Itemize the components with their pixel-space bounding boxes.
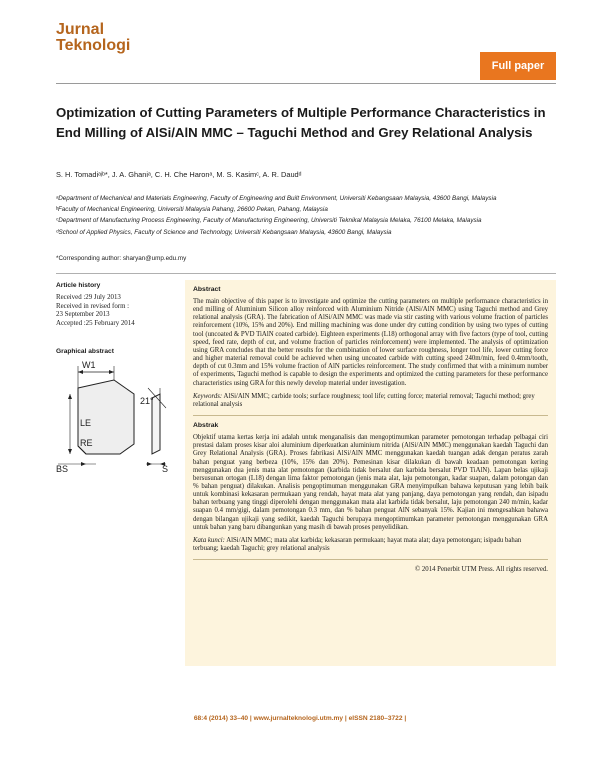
kata-kunci-text: AlSi/AlN MMC; mata alat karbida; kekasaran permukaan; hayat mata alat; daya pemotongan; isipadu bahan terbuang; kaedah Taguchi; grey relational analysis [193,536,522,553]
paper-title: Optimization of Cutting Parameters of Multiple Performance Characteristics in End Milling of AlSi/AlN MMC – Taguchi Method and Grey Relational Analysis [56,105,546,140]
abstrak-keywords [193,537,548,553]
article-history-heading: Article history [56,282,101,289]
keywords-text: AlSi/AlN MMC; carbide tools; surface roughness; tool life; cutting force; material removal; Taguchi method; grey relational analysis [193,392,535,408]
abstract-heading: Abstract [193,286,221,293]
header-divider [56,83,556,84]
section-divider [56,273,556,274]
affiliations [56,193,556,238]
article-history [56,282,176,328]
paper-type-badge: Full paper [480,52,556,80]
affiliation-b: ᵇFaculty of Mechanical Engineering, Universiti Malaysia Pahang, 26600 Pekan, Pahang, Malaysia [56,206,328,214]
journal-name-line2: Teknologi [56,37,131,54]
received-date: Received :29 July 2013 [56,294,121,302]
label-re: RE [80,438,93,448]
page-footer: 68:4 (2014) 33–40 | www.jurnalteknologi.utm.my | eISSN 2180–3722 | [193,715,407,722]
abstract-text: The main objective of this paper is to investigate and optimize the cutting parameters on multiple performance characteristics in end milling of Aluminium Silicon alloy reinforced with Aluminium Nitride (AlSi/AlN MMC) using Taguchi method and Grey relational analysis (GRA). The fabrication of AlSi/AlN MMC was made via stir casting with various volume fraction of particles reinforcement (10%, 15% and 20%). End milling machining was done under dry cutting condition by using two types of cutting tool (uncoated & PVD TiAlN coated carbide). Eighteen experiments (L18) orthogonal array with five factors (type of tool, cutting speed, feed rate, depth of cut, and volume fraction of particles reinforcement) were implemented. The analysis of optimization using GRA concludes that the better results for the combination of lower surface roughness, longer tool life, lower cutting force and higher material removal could be achieved when using uncoated carbide with cutting speed 240m/min, feed 0.4mm/tooth, depth of cut 0.3mm and 15% volume fraction of AlN particles reinforcement. The study confirmed that with a minimum number of experiments, Taguchi method is capable to design the experiments and optimized the cutting parameters for these performance characteristics using GRA for this newly develop material under investigation. [193,298,548,387]
label-bs: BS [56,464,69,474]
author-list: S. H. Tomadiᵃʲᵇ*, J. A. Ghaniᵃ, C. H. Che Haronᵃ, M. S. Kasimᶜ, A. R. Daudᵈ [56,170,302,179]
abstract-panel [185,280,556,666]
affiliation-d: ᵈSchool of Applied Physics, Faculty of Science and Technology, Universiti Kebangsaan Malaysia, 43600 Bangi, Malaysia [56,228,392,236]
journal-logo [56,22,130,54]
abstrak-text: Objektif utama kertas kerja ini adalah untuk menganalisis dan mengoptimumkan parameter pemotongan terhadap pelbagai ciri prestasi dalam proses kisar aloi aluminium diperkuatkan aluminium nitrida (AlSi/AlN MMC) menggunakan kaedah Taguchi dan Grey Relational Analysis (GRA). Proses fabrikasi AlSi/AlN MMC menggunakan kaedah tuangan adak dengan peratus zarah bahan penguat yang berbeza (10%, 15% dan 20%). Pemesinan kisar dilakukan di bawah keadaan pemotongan kering menggunakan dua jenis mata alat pemotongan (karbida tidak bersalut dan karbida bersalut PVD TiAlN). Lapan belas ujikaji bersusunan ortogan (L18) dengan lima faktor pemotongan (jenis mata alat, laju pemotongan, kadar suapan, dalam potongan dan % bahan penguat) dilakukan. Analisis pengoptimuman menggunakan GRA menyimpulkan bahawa keputusan yang lebih baik untuk kombinasi kekasaran permukaan yang rendah, hayat mata alat yang panjang, daya pemotongan yang rendah, dan isipadu bahan terbuang yang tinggi diperolehi dengan menggunakan mata alat karbida tidak bersalut, laju pemotongan 240 m/min, kadar suapan 0.4 mm/gigi, dalam pemotongan 0.3 mm, dan % bahan penguat AlN sebanyak 15%. Kajian ini mengesahkan bahawa dengan bilangan ujikaji yang sedikit, kaedah Taguchi berupaya mengoptimumkan parameter pemotongan menggunakan GRA untuk bahan yang baru dibangunkan yang masih di bawah proses penyelidikan. [193,434,548,531]
accepted-date: Accepted :25 February 2014 [56,319,135,327]
revised-date: 23 September 2013 [56,311,110,319]
affiliation-a: ᵃDepartment of Mechanical and Materials Engineering, Faculty of Engineering and Built Environment, Universiti Kebangsaan Malaysia, 43600 Bangi, Malaysia [56,195,497,202]
label-s: S [162,464,169,474]
journal-name-line1: Jurnal [56,21,105,38]
revised-label: Received in revised form : [56,302,130,310]
abstract-keywords [193,393,548,409]
graphical-abstract-heading: Graphical abstract [56,348,114,355]
abstract-separator [193,415,548,416]
label-le: LE [80,418,92,428]
corresponding-author: *Corresponding author: sharyan@ump.edu.my [56,255,187,262]
affiliation-c: ᶜDepartment of Manufacturing Process Engineering, Faculty of Manufacturing Engineering, Universiti Teknikal Malaysia Melaka, 76100 Melaka, Malaysia [56,217,482,225]
label-angle: 21° [140,396,154,406]
kata-kunci-label: Kata kunci: [193,536,225,544]
copyright-separator [193,559,548,560]
cutting-insert-diagram [56,358,180,476]
keywords-label: Keywords: [193,392,223,400]
abstrak-heading: Abstrak [193,422,219,430]
label-w1: W1 [82,360,96,370]
copyright-notice: © 2014 Penerbit UTM Press. All rights reserved. [415,566,548,574]
